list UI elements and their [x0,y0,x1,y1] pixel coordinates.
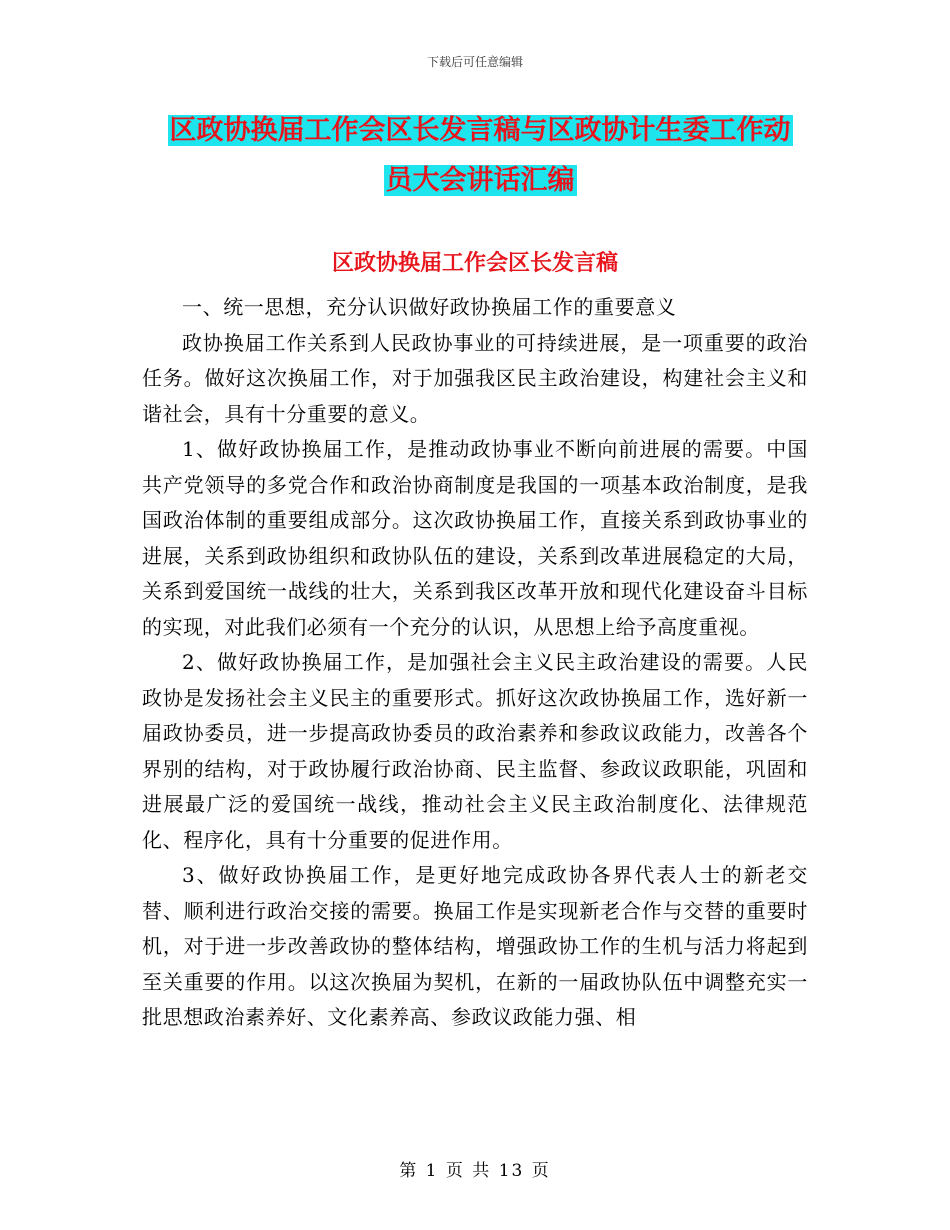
section-title: 区政协换届工作会区长发言稿 [331,251,618,276]
document-title-line-2: 员大会讲话汇编 [385,165,575,196]
document-title-line-1: 区政协换届工作会区长发言稿与区政协计生委工作动 [169,115,791,146]
document-body [142,290,808,1036]
paragraph: 3、做好政协换届工作，是更好地完成政协各界代表人士的新老交替、顺利进行政治交接的需要。换届工作是实现新老合作与交替的重要时机，对于进一步改善政协的整体结构，增强政协工作的生机与活力将起到至关重要的作用。以这次换届为契机，在新的一届政协队伍中调整充实一批思想政治素养好、文化素养高、参政议政能力强、相 [142,863,808,1029]
paragraph: 1、做好政协换届工作，是推动政协事业不断向前进展的需要。中国共产党领导的多党合作和政治协商制度是我国的一项基本政治制度，是我国政治体制的重要组成部分。这次政协换届工作，直接关系到政协事业的进展，关系到政协组织和政协队伍的建设，关系到改革进展稳定的大局，关系到爱国统一战线的壮大，关系到我区改革开放和现代化建设奋斗目标的实现，对此我们必须有一个充分的认识，从思想上给予高度重视。 [142,437,808,639]
paragraph-heading: 一、统一思想，充分认识做好政协换届工作的重要意义 [182,295,677,319]
header-note: 下载后可任意编辑 [426,55,523,69]
paragraph: 政协换届工作关系到人民政协事业的可持续进展，是一项重要的政治任务。做好这次换届工作，对于加强我区民主政治建设，构建社会主义和谐社会，具有十分重要的意义。 [142,330,808,426]
page-number: 第 1 页 共 13 页 [399,1161,551,1181]
paragraph: 2、做好政协换届工作，是加强社会主义民主政治建设的需要。人民政协是发扬社会主义民主的重要形式。抓好这次政协换届工作，选好新一届政协委员，进一步提高政协委员的政治素养和参政议政能力，改善各个界别的结构，对于政协履行政治协商、民主监督、参政议政职能，巩固和进展最广泛的爱国统一战线，推动社会主义民主政治制度化、法律规范化、程序化，具有十分重要的促进作用。 [142,650,808,852]
document-title [130,106,830,206]
